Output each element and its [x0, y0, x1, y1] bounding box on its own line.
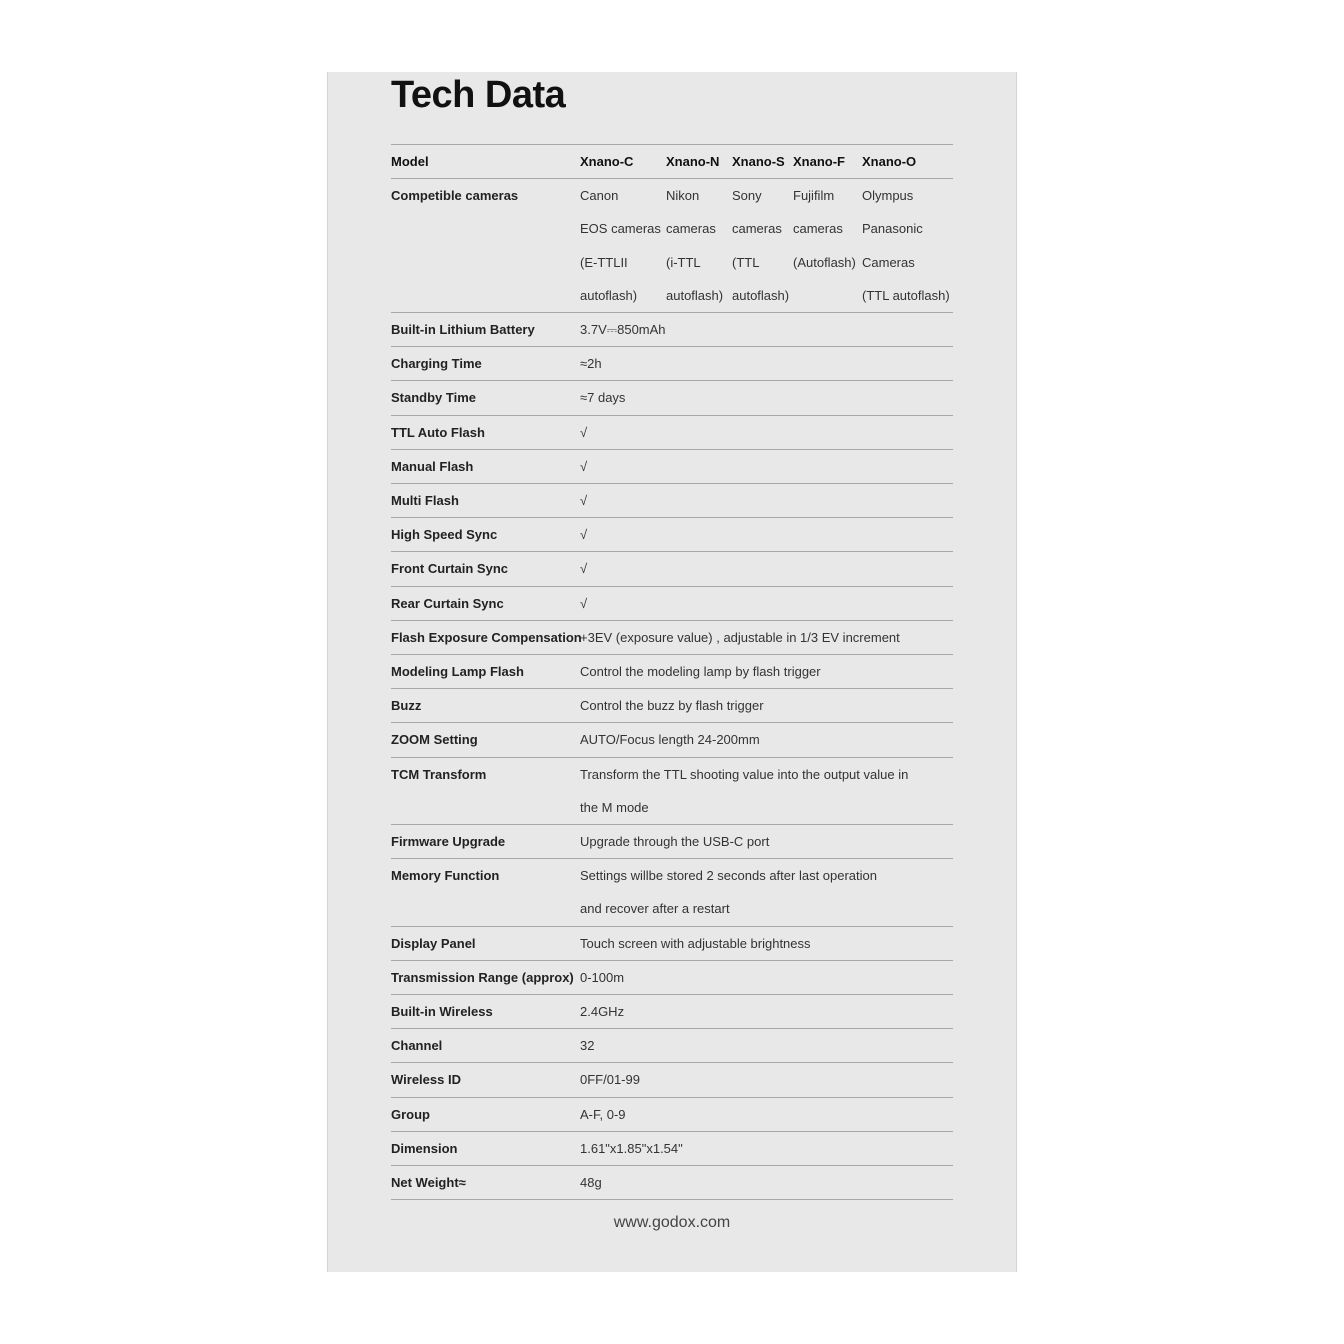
value-line: +3EV (exposure value) , adjustable in 1/3 EV increment: [580, 629, 900, 645]
model-header-row: [391, 145, 953, 179]
value-line: Control the buzz by flash trigger: [580, 698, 764, 714]
value-line: Upgrade through the USB-C port: [580, 834, 770, 850]
compat-line: cameras: [793, 221, 843, 237]
compat-line: Cameras: [862, 254, 915, 270]
row-label: TTL Auto Flash: [391, 424, 485, 440]
compatible-xnano-f: [793, 179, 862, 313]
spec-row: [391, 689, 953, 723]
compat-line: cameras: [666, 221, 716, 237]
compat-line: Panasonic: [862, 221, 923, 237]
model-xnano-f: Xnano-F: [793, 154, 845, 169]
value-line: Control the modeling lamp by flash trigger: [580, 664, 821, 680]
row-value: [580, 313, 953, 347]
row-label: Display Panel: [391, 935, 476, 951]
row-value: [580, 552, 953, 586]
spec-row: [391, 926, 953, 960]
spec-row: [391, 1063, 953, 1097]
row-value: [580, 484, 953, 518]
value-line: 48g: [580, 1175, 602, 1191]
compat-line: (E-TTLII: [580, 254, 628, 270]
row-value: [580, 620, 953, 654]
compat-line: (i-TTL: [666, 254, 701, 270]
row-label: Charging Time: [391, 356, 482, 372]
row-value: [580, 689, 953, 723]
model-xnano-s: Xnano-S: [732, 154, 785, 169]
compat-line: Nikon: [666, 188, 700, 204]
value-line: AUTO/Focus length 24-200mm: [580, 732, 760, 748]
page-title: Tech Data: [391, 74, 566, 116]
spec-row: [391, 995, 953, 1029]
value-line: the M mode: [580, 799, 649, 815]
value-line: √: [580, 424, 588, 440]
row-label: Rear Curtain Sync: [391, 595, 504, 611]
value-line: 0-100m: [580, 969, 625, 985]
row-value: [580, 995, 953, 1029]
compat-line: cameras: [732, 221, 782, 237]
row-value: [580, 415, 953, 449]
row-label: Front Curtain Sync: [391, 561, 509, 577]
model-xnano-n: Xnano-N: [666, 154, 720, 169]
row-label: Net Weight≈: [391, 1175, 466, 1191]
spec-row: [391, 347, 953, 381]
row-value: [580, 1029, 953, 1063]
spec-row: [391, 415, 953, 449]
row-label: Built-in Wireless: [391, 1004, 493, 1020]
row-value: [580, 586, 953, 620]
row-label: Manual Flash: [391, 458, 474, 474]
compat-line: EOS cameras: [580, 221, 661, 237]
spec-row: [391, 381, 953, 415]
value-line: Settings willbe stored 2 seconds after last operation: [580, 868, 878, 884]
value-line: Touch screen with adjustable brightness: [580, 935, 811, 951]
compat-line: Canon: [580, 188, 619, 204]
value-line: ≈2h: [580, 356, 602, 372]
spec-row: [391, 620, 953, 654]
row-label: ZOOM Setting: [391, 732, 478, 748]
value-line: √: [580, 595, 588, 611]
row-value: [580, 449, 953, 483]
row-value: [580, 347, 953, 381]
compat-line: autoflash): [580, 287, 638, 303]
row-value: [580, 960, 953, 994]
row-value: [580, 926, 953, 960]
value-line: 0FF/01-99: [580, 1072, 640, 1088]
row-label: Buzz: [391, 698, 422, 714]
spec-row: [391, 1166, 953, 1200]
spec-row: [391, 1029, 953, 1063]
value-line: ≈7 days: [580, 390, 626, 406]
value-line: 3.7V⎓850mAh: [580, 322, 666, 338]
row-value: [580, 723, 953, 757]
spec-row: [391, 825, 953, 859]
spec-row: [391, 859, 953, 926]
compatible-xnano-o: [862, 179, 953, 313]
model-label: Model: [391, 154, 429, 169]
spec-row: [391, 757, 953, 824]
value-line: √: [580, 527, 588, 543]
row-value: [580, 757, 953, 824]
spec-table: [391, 144, 953, 1200]
value-line: 2.4GHz: [580, 1004, 625, 1020]
row-label: Firmware Upgrade: [391, 834, 506, 850]
row-label: Transmission Range (approx): [391, 969, 574, 985]
spec-row: [391, 723, 953, 757]
compatible-cameras-row: [391, 179, 953, 313]
row-value: [580, 825, 953, 859]
row-value: [580, 1063, 953, 1097]
spec-row: [391, 313, 953, 347]
row-value: [580, 1166, 953, 1200]
spec-row: [391, 518, 953, 552]
row-label: Channel: [391, 1038, 443, 1054]
row-label: Dimension: [391, 1140, 458, 1156]
compatible-xnano-c: [580, 179, 666, 313]
row-label: Memory Function: [391, 868, 500, 884]
value-line: 1.61"x1.85"x1.54": [580, 1140, 683, 1156]
compatible-xnano-s: [732, 179, 793, 313]
row-label: Group: [391, 1106, 430, 1122]
spec-row: [391, 1097, 953, 1131]
spec-row: [391, 552, 953, 586]
compat-line: [793, 279, 862, 312]
row-label: Competible cameras: [391, 188, 519, 204]
compat-line: autoflash): [732, 287, 790, 303]
value-line: √: [580, 493, 588, 509]
compat-line: Fujifilm: [793, 188, 835, 204]
compat-line: Sony: [732, 188, 762, 204]
row-value: [580, 381, 953, 415]
row-label: TCM Transform: [391, 766, 487, 782]
spec-row: [391, 1131, 953, 1165]
compat-line: (TTL: [732, 254, 760, 270]
value-line: 32: [580, 1038, 595, 1054]
row-value: [580, 518, 953, 552]
row-label: Wireless ID: [391, 1072, 461, 1088]
tech-data-sheet: [327, 72, 1017, 1272]
row-value: [580, 1097, 953, 1131]
spec-row: [391, 960, 953, 994]
footer-url: www.godox.com: [613, 1214, 731, 1231]
row-value: [580, 859, 953, 926]
row-label: Built-in Lithium Battery: [391, 322, 535, 338]
row-label: High Speed Sync: [391, 527, 498, 543]
spec-row: [391, 655, 953, 689]
row-value: [580, 655, 953, 689]
value-line: and recover after a restart: [580, 901, 730, 917]
row-label: Standby Time: [391, 390, 477, 406]
compatible-xnano-n: [666, 179, 732, 313]
compat-line: autoflash): [666, 287, 724, 303]
model-xnano-c: Xnano-C: [580, 154, 634, 169]
spec-row: [391, 484, 953, 518]
row-label: Flash Exposure Compensation: [391, 629, 582, 645]
row-label: Multi Flash: [391, 493, 459, 509]
row-value: [580, 1131, 953, 1165]
value-line: Transform the TTL shooting value into the output value in: [580, 766, 909, 782]
spec-row: [391, 449, 953, 483]
value-line: A-F, 0-9: [580, 1106, 626, 1122]
spec-row: [391, 586, 953, 620]
compat-line: (TTL autoflash): [862, 287, 950, 303]
value-line: √: [580, 458, 588, 474]
value-line: √: [580, 561, 588, 577]
compat-line: (Autoflash): [793, 254, 856, 270]
row-label: Modeling Lamp Flash: [391, 664, 524, 680]
model-xnano-o: Xnano-O: [862, 154, 917, 169]
compat-line: Olympus: [862, 188, 914, 204]
